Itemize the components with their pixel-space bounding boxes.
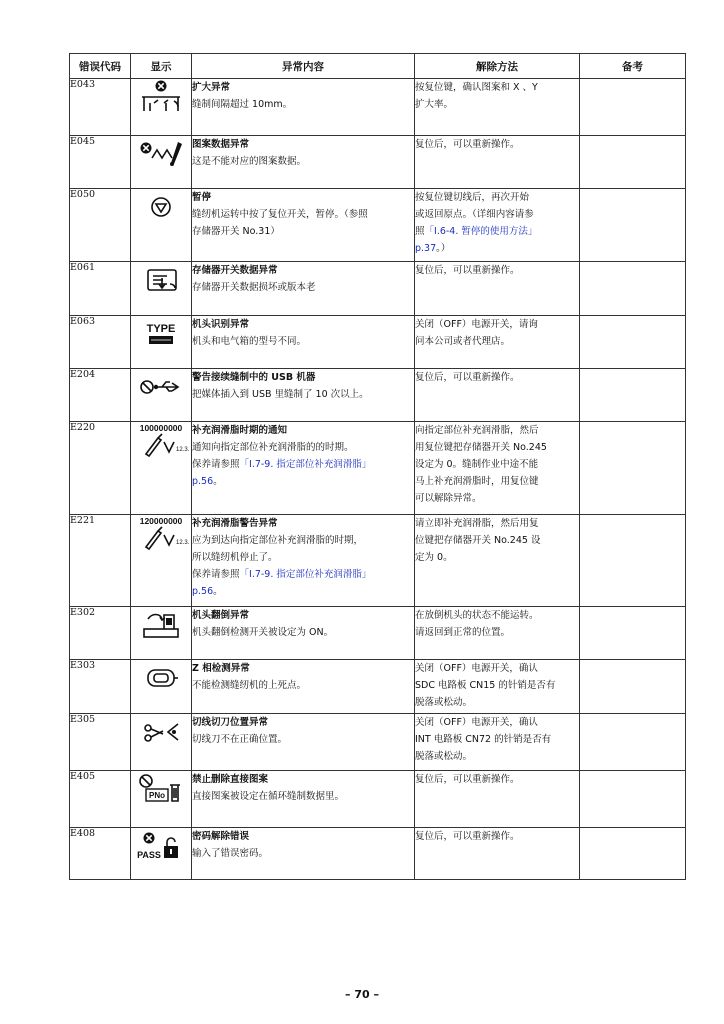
remarks-cell <box>580 189 686 262</box>
table-row <box>70 714 686 771</box>
manual-reference-page[interactable]: p.56 <box>192 586 214 597</box>
manual-reference-link[interactable]: 「I.7-9. 指定部位补充润滑脂」 <box>239 459 372 470</box>
solution-line: 按复位键，确认图案和 X 、Y <box>415 82 538 93</box>
error-code: E204 <box>70 369 131 422</box>
error-content <box>192 189 415 262</box>
manual-reference-link[interactable]: 「I.7-9. 指定部位补充润滑脂」 <box>239 569 372 580</box>
usb-warning-icon <box>136 369 186 405</box>
header-error-code: 错误代码 <box>70 54 131 79</box>
error-content <box>192 714 415 771</box>
svg-text:12.3.: 12.3. <box>176 447 190 453</box>
error-description: 存储器开关 No.31） <box>192 226 280 237</box>
error-content <box>192 316 415 369</box>
error-solution <box>415 771 580 828</box>
remarks-cell <box>580 422 686 515</box>
table-row <box>70 136 686 189</box>
error-solution <box>415 262 580 316</box>
error-code: E405 <box>70 771 131 828</box>
solution-line: 问本公司或者代理店。 <box>415 336 511 347</box>
error-solution <box>415 369 580 422</box>
head-tilt-icon <box>136 607 186 643</box>
error-content <box>192 136 415 189</box>
error-content <box>192 771 415 828</box>
error-description: 保养请参照 <box>192 459 240 470</box>
table-row <box>70 828 686 880</box>
error-description: 缝纫机运转中按了复位开关，暂停。（参照 <box>192 209 368 220</box>
remarks-cell <box>580 136 686 189</box>
display-cell <box>131 136 192 189</box>
enlarge-error-icon <box>136 79 186 115</box>
error-solution <box>415 422 580 515</box>
header-content: 异常内容 <box>192 54 415 79</box>
svg-text:PASS: PASS <box>137 850 161 860</box>
table-row <box>70 79 686 136</box>
reference-end-mark: 。 <box>213 476 223 487</box>
display-cell <box>131 771 192 828</box>
error-content <box>192 369 415 422</box>
error-solution <box>415 136 580 189</box>
remarks-cell <box>580 828 686 880</box>
error-code: E220 <box>70 422 131 515</box>
grease-notice-icon <box>136 422 190 458</box>
solution-line: 用复位键把存储器开关 No.245 <box>415 442 547 453</box>
error-description: 通知向指定部位补充润滑脂的的时期。 <box>192 442 354 453</box>
error-content <box>192 515 415 607</box>
solution-line: 定为 0。 <box>415 552 453 563</box>
table-row <box>70 771 686 828</box>
error-content <box>192 422 415 515</box>
page-number: – 70 – <box>345 988 379 1001</box>
header-display: 显示 <box>131 54 192 79</box>
table-row <box>70 189 686 262</box>
solution-line: 复位后，可以重新操作。 <box>415 139 520 150</box>
error-title: 机头识别异常 <box>192 319 250 330</box>
memory-switch-error-icon <box>136 262 186 298</box>
error-code: E408 <box>70 828 131 880</box>
error-solution <box>415 189 580 262</box>
stop-icon <box>136 189 186 225</box>
error-solution <box>415 515 580 607</box>
display-cell <box>131 422 192 515</box>
solution-line: 扩大率。 <box>415 99 454 110</box>
error-code: E045 <box>70 136 131 189</box>
solution-line: 关闭（OFF）电源开关，确认 <box>415 663 538 674</box>
error-solution <box>415 607 580 660</box>
solution-line: 向指定部位补充润滑脂，然后 <box>415 425 539 436</box>
manual-reference-page[interactable]: p.37 <box>415 243 437 254</box>
remarks-cell <box>580 607 686 660</box>
error-description: 所以缝纫机停止了。 <box>192 552 278 563</box>
error-content <box>192 79 415 136</box>
error-code: E063 <box>70 316 131 369</box>
remarks-cell <box>580 262 686 316</box>
svg-text:PNo: PNo <box>149 791 165 800</box>
error-code: E061 <box>70 262 131 316</box>
table-row <box>70 607 686 660</box>
error-solution <box>415 316 580 369</box>
solution-line: 复位后，可以重新操作。 <box>415 265 520 276</box>
solution-line: 马上补充润滑脂时，用复位键 <box>415 476 539 487</box>
error-code: E050 <box>70 189 131 262</box>
manual-reference-link[interactable]: 「I.6-4. 暂停的使用方法」 <box>424 226 538 237</box>
display-cell <box>131 607 192 660</box>
error-title: 切线切刀位置异常 <box>192 717 269 728</box>
delete-prohibited-icon <box>136 771 186 807</box>
svg-text:12.3.: 12.3. <box>176 540 190 546</box>
error-solution <box>415 660 580 714</box>
error-description: 保养请参照 <box>192 569 240 580</box>
remarks-cell <box>580 369 686 422</box>
error-code: E221 <box>70 515 131 607</box>
remarks-cell <box>580 79 686 136</box>
solution-line: 按复位键切线后，再次开始 <box>415 192 530 203</box>
error-title: 补充润滑脂警告异常 <box>192 518 278 529</box>
display-cell <box>131 79 192 136</box>
solution-line: 复位后，可以重新操作。 <box>415 774 520 785</box>
error-description: 不能检测缝纫机的上死点。 <box>192 680 307 691</box>
solution-line: 复位后，可以重新操作。 <box>415 372 520 383</box>
error-description: 存储器开关数据损坏或版本老 <box>192 282 316 293</box>
solution-line: 请返回到正常的位置。 <box>415 627 511 638</box>
error-code: E305 <box>70 714 131 771</box>
error-description: 输入了错误密码。 <box>192 848 269 859</box>
error-title: 密码解除错误 <box>192 831 250 842</box>
display-cell <box>131 369 192 422</box>
solution-line: 在放倒机头的状态不能运转。 <box>415 610 539 621</box>
solution-line: 关闭（OFF）电源开关，请询 <box>415 319 538 330</box>
remarks-cell <box>580 660 686 714</box>
display-cell <box>131 515 192 607</box>
solution-line: 照 <box>415 226 425 237</box>
error-description: 缝制间隔超过 10mm。 <box>192 99 293 110</box>
table-header-row <box>70 54 686 79</box>
error-code-table <box>69 53 686 880</box>
header-solution: 解除方法 <box>415 54 580 79</box>
display-cell <box>131 828 192 880</box>
error-title: 暂停 <box>192 192 212 203</box>
manual-reference-page[interactable]: p.56 <box>192 476 214 487</box>
svg-text:TYPE: TYPE <box>146 323 176 335</box>
solution-line: 位键把存储器开关 No.245 设 <box>415 535 541 546</box>
error-title: 禁止删除直接图案 <box>192 774 269 785</box>
display-cell <box>131 262 192 316</box>
solution-line: 脱落或松动。 <box>415 751 473 762</box>
display-cell <box>131 660 192 714</box>
error-content <box>192 262 415 316</box>
remarks-cell <box>580 316 686 369</box>
svg-text:120000000: 120000000 <box>139 516 183 526</box>
solution-line: 或返回原点。（详细内容请参 <box>415 209 534 220</box>
motor-icon <box>136 660 186 696</box>
solution-line: 设定为 0。缝制作业中途不能 <box>415 459 539 470</box>
error-code: E302 <box>70 607 131 660</box>
error-code: E303 <box>70 660 131 714</box>
solution-line: 复位后，可以重新操作。 <box>415 831 520 842</box>
error-content <box>192 607 415 660</box>
error-code: E043 <box>70 79 131 136</box>
display-cell <box>131 316 192 369</box>
error-title: 补充润滑脂时期的通知 <box>192 425 288 436</box>
table-row <box>70 369 686 422</box>
error-description: 直接图案被设定在循环缝制数据里。 <box>192 791 345 802</box>
remarks-cell <box>580 714 686 771</box>
error-content <box>192 660 415 714</box>
error-title: Z 相检测异常 <box>192 663 250 674</box>
error-title: 存储器开关数据异常 <box>192 265 278 276</box>
pattern-data-error-icon <box>136 136 186 172</box>
error-description: 切线刀不在正确位置。 <box>192 734 288 745</box>
table-row <box>70 660 686 714</box>
error-description: 应为到达向指定部位补充润滑脂的时期， <box>192 535 364 546</box>
error-content <box>192 828 415 880</box>
table-row <box>70 262 686 316</box>
type-icon <box>136 316 186 352</box>
remarks-cell <box>580 771 686 828</box>
error-description: 机头和电气箱的型号不同。 <box>192 336 307 347</box>
header-remarks: 备考 <box>580 54 686 79</box>
grease-warning-icon <box>136 515 190 551</box>
display-cell <box>131 189 192 262</box>
error-description: 把媒体插入到 USB 里缝制了 10 次以上。 <box>192 389 369 400</box>
table-row <box>70 515 686 607</box>
reference-end-mark: 。 <box>213 586 223 597</box>
solution-line: SDC 电路板 CN15 的针销是否有 <box>415 680 556 691</box>
solution-line: INT 电路板 CN72 的针销是否有 <box>415 734 552 745</box>
solution-line: 脱落或松动。 <box>415 697 473 708</box>
svg-text:100000000: 100000000 <box>139 423 183 433</box>
error-solution <box>415 828 580 880</box>
error-title: 扩大异常 <box>192 82 231 93</box>
password-error-icon <box>136 828 186 864</box>
error-title: 机头翻倒异常 <box>192 610 250 621</box>
thread-trimmer-icon <box>136 714 186 750</box>
error-description: 这是不能对应的图案数据。 <box>192 156 307 167</box>
error-title: 警告接续缝制中的 USB 机器 <box>192 372 316 383</box>
table-row <box>70 422 686 515</box>
error-title: 图案数据异常 <box>192 139 250 150</box>
table-row <box>70 316 686 369</box>
solution-tail: 。） <box>436 243 451 254</box>
error-description: 机头翻倒检测开关被设定为 ON。 <box>192 627 334 638</box>
solution-line: 关闭（OFF）电源开关，确认 <box>415 717 538 728</box>
error-solution <box>415 714 580 771</box>
solution-line: 请立即补充润滑脂，然后用复 <box>415 518 539 529</box>
solution-line: 可以解除异常。 <box>415 493 482 504</box>
remarks-cell <box>580 515 686 607</box>
display-cell <box>131 714 192 771</box>
error-solution <box>415 79 580 136</box>
